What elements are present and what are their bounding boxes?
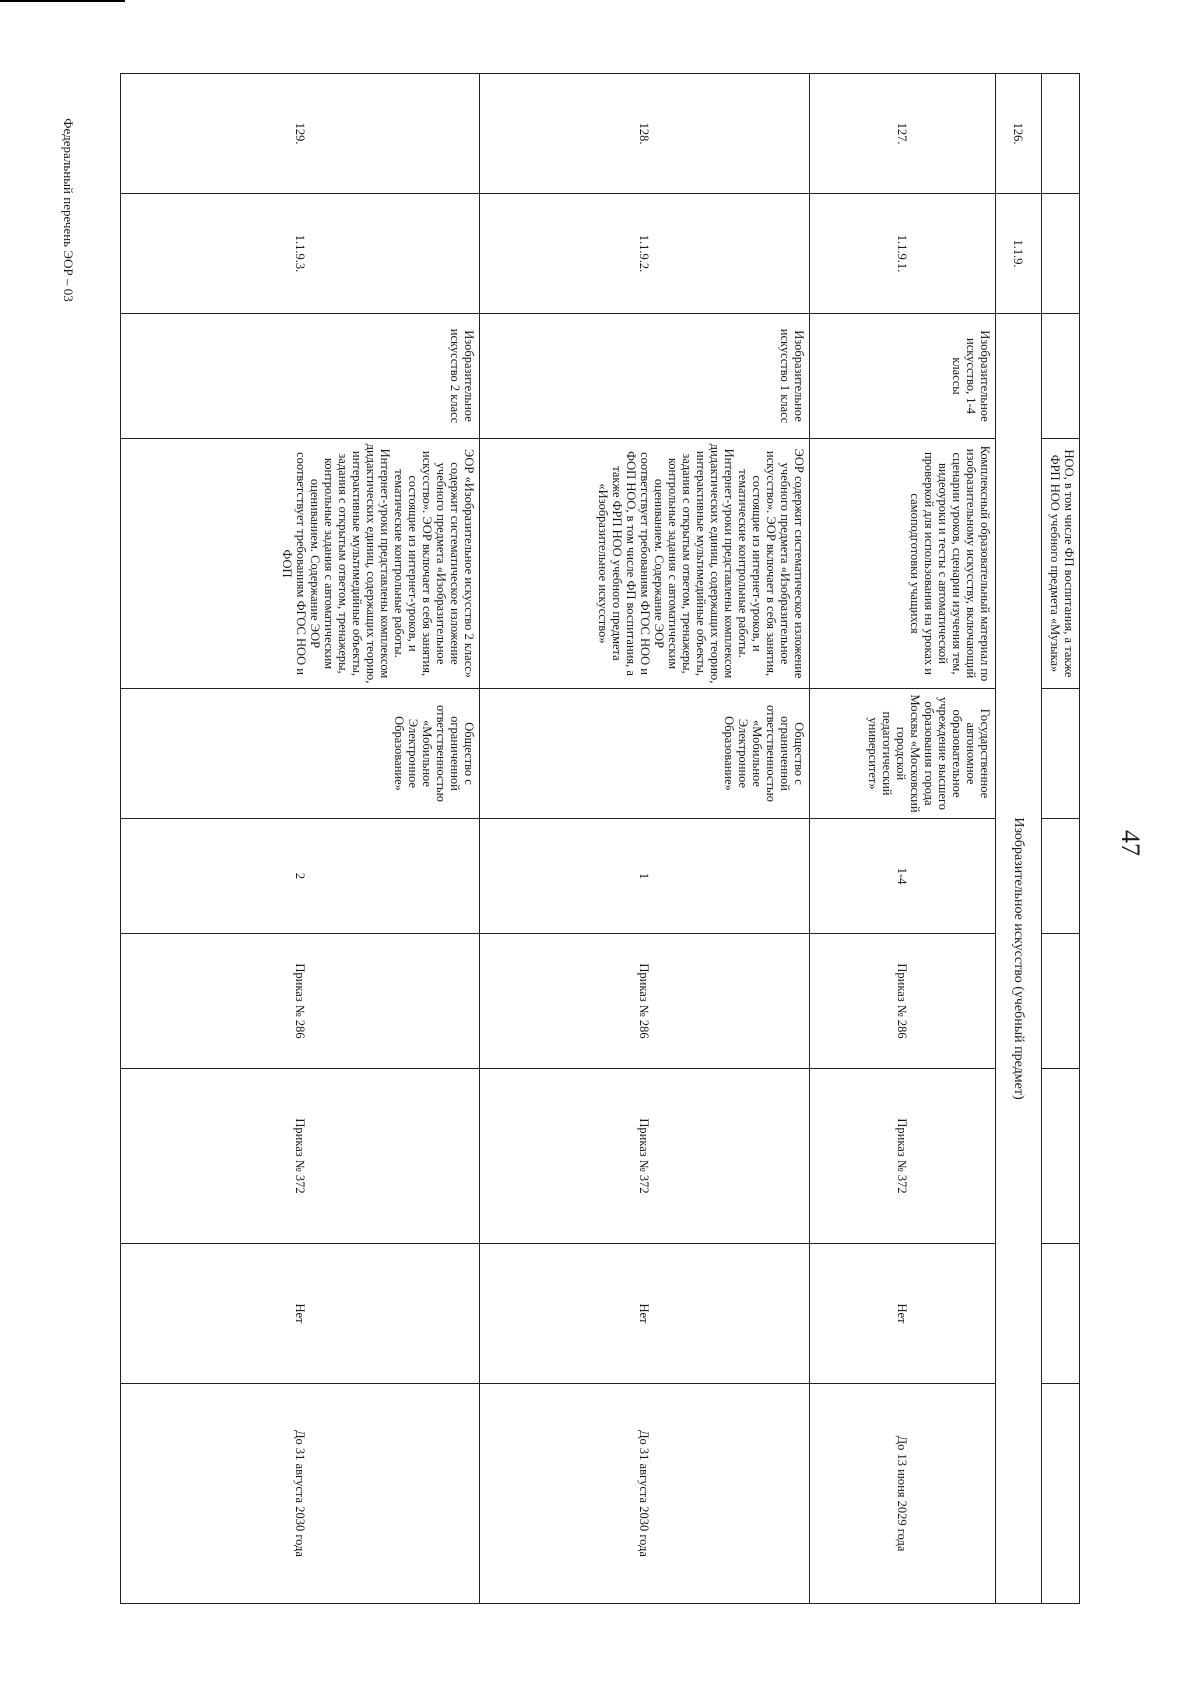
row-until: До 31 августа 2030 года	[480, 1384, 810, 1604]
cell	[1042, 934, 1080, 1069]
row-code: 1.1.9.2.	[480, 194, 810, 314]
cell	[1042, 819, 1080, 934]
row-developer: Общество с ограниченной ответственностью «Мобильное Электронное Образование»	[121, 689, 480, 819]
row-until: До 31 августа 2030 года	[121, 1384, 480, 1604]
row-description: ЭОР содержит систематическое изложение учебного предмета «Изобразительное искусство». ЭОР включает в себя занятия, состоящие из интернет-уроков, и тематические контрольные работы. Интернет-уроки представлены комплексом дидактических единиц, содержащих теорию, интерактивные мультимедийные объекты, задания с открытым ответом, тренажеры, контрольные задания с автоматическим оцениванием. Содержание ЭОР соответствует требованиям ФГОС НОО и ФОП НОО, в том числе ФП воспитания, а также ФРП НОО учебного предмета «Изобразительное искусство»	[480, 439, 810, 689]
page-number: 47	[1116, 830, 1145, 856]
footer	[58, 80, 78, 340]
eor-table	[120, 73, 1080, 1604]
table-row	[480, 74, 810, 1604]
table-row	[121, 74, 480, 1604]
row-subject: Изобразительное искусство 1 класс	[480, 314, 810, 439]
row-order-286: Приказ № 286	[480, 934, 810, 1069]
footer-text: Федеральный перечень ЭОР – 03	[61, 118, 76, 302]
row-flag: Нет	[121, 1244, 480, 1384]
row-description: ЭОР «Изобразительное искусство 2 класс» содержит систематическое изложение учебного предмета «Изобразительное искусство». ЭОР включает в себя занятия, состоящие из интернет-уроков, и тематические контрольные работы. Интернет-уроки представлены комплексом дидактических единиц, содержащих теорию, интерактивные мультимедийные объекты, задания с открытым ответом, тренажеры, контрольные задания с автоматическим оцениванием. Содержание ЭОР соответствует требованиям ФГОС НОО и ФОП	[121, 439, 480, 689]
row-num: 128.	[480, 74, 810, 194]
row-developer: Общество с ограниченной ответственностью «Мобильное Электронное Образование»	[480, 689, 810, 819]
cell	[1042, 74, 1080, 194]
row-description: Комплексный образовательный материал по изобразительному искусству, включающий сценарии уроков, сценарии изучения тем, видеоуроки и тесты с автоматической проверкой для использования на уроках и самоподготовки учащихся	[810, 439, 996, 689]
row-subject: Изобразительное искусство 2 класс	[121, 314, 480, 439]
row-order-372: Приказ № 372	[810, 1069, 996, 1244]
section-code: 1.1.9.	[996, 194, 1042, 314]
row-developer: Государственное автономное образовательное учреждение высшего образования города Москвы «Московский городской педагогический университет»	[810, 689, 996, 819]
row-order-286: Приказ № 286	[810, 934, 996, 1069]
cell	[1042, 1384, 1080, 1604]
cell	[1042, 314, 1080, 439]
row-num: 129.	[121, 74, 480, 194]
section-num: 126.	[996, 74, 1042, 194]
cell	[1042, 194, 1080, 314]
row-grades: 2	[121, 819, 480, 934]
row-order-372: Приказ № 372	[121, 1069, 480, 1244]
row-num: 127.	[810, 74, 996, 194]
cell	[1042, 1069, 1080, 1244]
top-rule	[0, 0, 125, 2]
row-grades: 1	[480, 819, 810, 934]
section-row	[996, 74, 1042, 1604]
row-until: До 13 июня 2029 года	[810, 1384, 996, 1604]
row-flag: Нет	[480, 1244, 810, 1384]
cell	[1042, 689, 1080, 819]
row-subject: Изобразительное искусство, 1-4 классы	[810, 314, 996, 439]
rotated-table-wrapper	[120, 73, 1080, 1603]
row-flag: Нет	[810, 1244, 996, 1384]
cell	[1042, 1244, 1080, 1384]
prev-row-title: НОО, в том числе ФП воспитания, а также ФРП НОО учебного предмета «Музыка»	[1042, 439, 1080, 689]
table-row	[1042, 74, 1080, 1604]
row-code: 1.1.9.3.	[121, 194, 480, 314]
section-title: Изобразительное искусство (учебный предмет)	[996, 314, 1042, 1604]
row-order-286: Приказ № 286	[121, 934, 480, 1069]
row-code: 1.1.9.1.	[810, 194, 996, 314]
row-order-372: Приказ № 372	[480, 1069, 810, 1244]
row-grades: 1-4	[810, 819, 996, 934]
table-row	[810, 74, 996, 1604]
